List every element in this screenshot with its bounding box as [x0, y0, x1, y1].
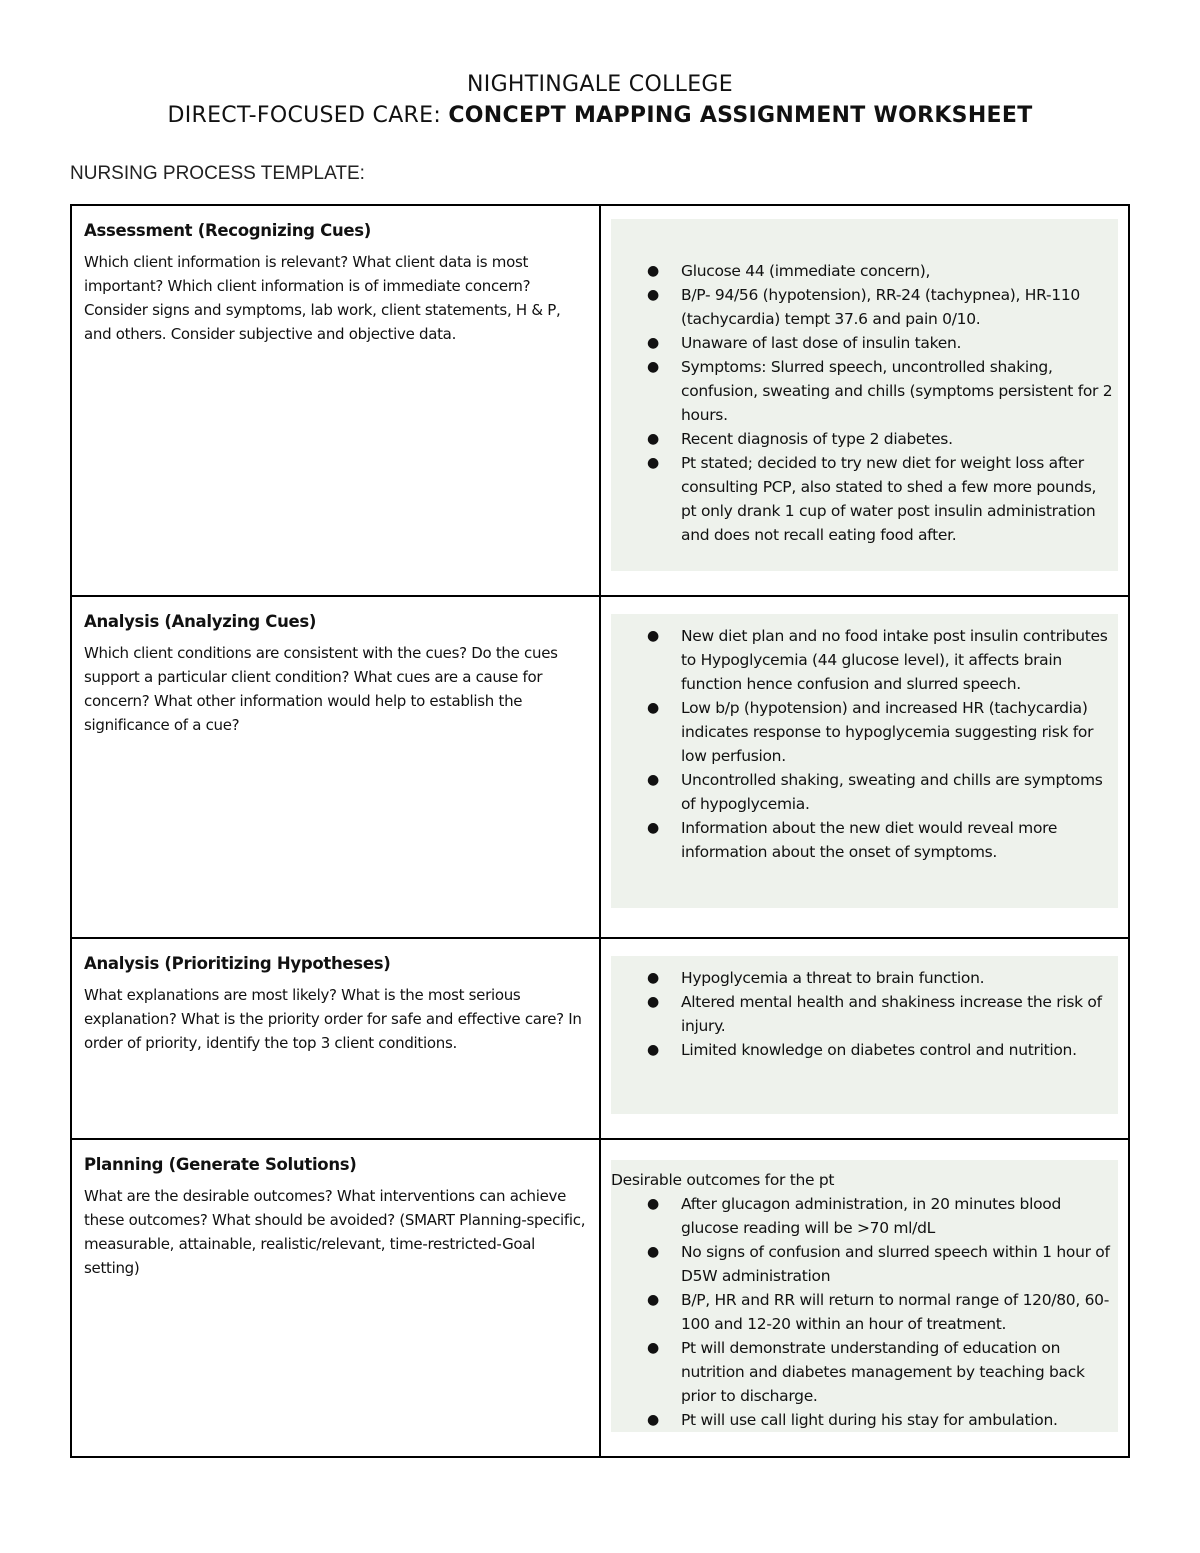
- answer-box: [611, 1160, 1118, 1432]
- prompt-cell: [71, 938, 600, 1139]
- list-item-text: Low b/p (hypotension) and increased HR (tachycardia) indicates response to hypoglycemia suggesting risk for low perfusion.: [681, 699, 1094, 765]
- section-prompt: What explanations are most likely? What is the most serious explanation? What is the priority order for safe and effective care? In order of priority, identify the top 3 client conditions.: [84, 986, 582, 1052]
- list-item-text: New diet plan and no food intake post insulin contributes to Hypoglycemia (44 glucose level), it affects brain function hence confusion and slurred speech.: [681, 627, 1108, 693]
- list-item: [611, 1408, 1118, 1432]
- list-item: [611, 355, 1118, 427]
- list-item: [611, 427, 1118, 451]
- section-title: Assessment (Recognizing Cues): [84, 221, 372, 240]
- list-item: [611, 1038, 1118, 1062]
- bullet-icon: ●: [647, 970, 659, 986]
- bullet-icon: ●: [647, 1196, 659, 1212]
- bullet-icon: ●: [647, 1244, 659, 1260]
- list-item-text: Unaware of last dose of insulin taken.: [681, 334, 962, 352]
- answer-list: [611, 259, 1118, 547]
- section-prompt: What are the desirable outcomes? What interventions can achieve these outcomes? What should be avoided? (SMART Planning-specific, measurable, attainable, realistic/relevant, time-restricted-Goal setting): [84, 1187, 586, 1277]
- list-item: [611, 283, 1118, 331]
- bullet-icon: ●: [647, 1412, 659, 1428]
- list-item-text: No signs of confusion and slurred speech within 1 hour of D5W administration: [681, 1243, 1110, 1285]
- answer-box: [611, 614, 1118, 908]
- prompt-cell: [71, 205, 600, 596]
- bullet-icon: ●: [647, 1340, 659, 1356]
- list-item-text: B/P- 94/56 (hypotension), RR-24 (tachypnea), HR-110 (tachycardia) tempt 37.6 and pain 0/10.: [681, 286, 1080, 328]
- list-item-text: Symptoms: Slurred speech, uncontrolled shaking, confusion, sweating and chills (symptoms persistent for 2 hours.: [681, 358, 1113, 424]
- answer-cell: [600, 938, 1129, 1139]
- college-name: NIGHTINGALE COLLEGE: [467, 72, 733, 97]
- document-header: [0, 70, 1200, 132]
- section-title: Analysis (Analyzing Cues): [84, 612, 317, 631]
- list-item-text: Altered mental health and shakiness increase the risk of injury.: [681, 993, 1102, 1035]
- worksheet-title: [0, 100, 1200, 132]
- worksheet-title-bold: CONCEPT MAPPING ASSIGNMENT WORKSHEET: [448, 103, 1033, 128]
- answer-cell: [600, 1139, 1129, 1457]
- answer-cell: [600, 596, 1129, 938]
- bullet-icon: ●: [647, 700, 659, 716]
- table-row-assessment: [71, 205, 1129, 596]
- list-item-text: Limited knowledge on diabetes control and nutrition.: [681, 1041, 1077, 1059]
- list-item-text: Hypoglycemia a threat to brain function.: [681, 969, 985, 987]
- list-item: [611, 1288, 1118, 1336]
- answer-box: [611, 956, 1118, 1114]
- list-item: [611, 696, 1118, 768]
- bullet-icon: ●: [647, 772, 659, 788]
- list-item-text: B/P, HR and RR will return to normal range of 120/80, 60-100 and 12-20 within an hour of treatment.: [681, 1291, 1109, 1333]
- prompt-cell: [71, 1139, 600, 1457]
- list-item-text: Pt stated; decided to try new diet for weight loss after consulting PCP, also stated to shed a few more pounds, pt only drank 1 cup of water post insulin administration and does not recall eating food after.: [681, 454, 1097, 544]
- nursing-process-table: [70, 204, 1130, 1458]
- table-row-analyzing-cues: [71, 596, 1129, 938]
- worksheet-title-prefix: DIRECT-FOCUSED CARE:: [167, 103, 449, 128]
- answer-list: [611, 624, 1118, 864]
- section-prompt: Which client information is relevant? What client data is most important? Which client information is of immediate concern? Consider signs and symptoms, lab work, client statements, H & P, and others. Consider subjective and objective data.: [84, 253, 561, 343]
- list-item-text: Information about the new diet would reveal more information about the onset of symptoms.: [681, 819, 1058, 861]
- list-item: [611, 1192, 1118, 1240]
- bullet-icon: ●: [647, 335, 659, 351]
- bullet-icon: ●: [647, 994, 659, 1010]
- list-item-text: After glucagon administration, in 20 minutes blood glucose reading will be >70 ml/dL: [681, 1195, 1061, 1237]
- answer-list: [611, 1192, 1118, 1432]
- bullet-icon: ●: [647, 263, 659, 279]
- list-item: [611, 966, 1118, 990]
- list-item-text: Glucose 44 (immediate concern),: [681, 262, 931, 280]
- list-item: [611, 451, 1118, 547]
- answer-list: [611, 966, 1118, 1062]
- bullet-icon: ●: [647, 1042, 659, 1058]
- template-label: NURSING PROCESS TEMPLATE:: [70, 163, 365, 184]
- table-row-planning: [71, 1139, 1129, 1457]
- list-item-text: Pt will demonstrate understanding of education on nutrition and diabetes management by teaching back prior to discharge.: [681, 1339, 1085, 1405]
- bullet-icon: ●: [647, 1292, 659, 1308]
- list-item: [611, 1336, 1118, 1408]
- answer-cell: [600, 205, 1129, 596]
- outcomes-intro: Desirable outcomes for the pt: [611, 1171, 835, 1189]
- list-item: [611, 624, 1118, 696]
- list-item: [611, 1240, 1118, 1288]
- answer-box: [611, 219, 1118, 571]
- list-item-text: Uncontrolled shaking, sweating and chills are symptoms of hypoglycemia.: [681, 771, 1103, 813]
- list-item-text: Recent diagnosis of type 2 diabetes.: [681, 430, 953, 448]
- bullet-icon: ●: [647, 820, 659, 836]
- section-title: Planning (Generate Solutions): [84, 1155, 357, 1174]
- bullet-icon: ●: [647, 628, 659, 644]
- prompt-cell: [71, 596, 600, 938]
- bullet-icon: ●: [647, 287, 659, 303]
- section-title: Analysis (Prioritizing Hypotheses): [84, 954, 391, 973]
- list-item: [611, 816, 1118, 864]
- list-item: [611, 990, 1118, 1038]
- list-item: [611, 259, 1118, 283]
- list-item-text: Pt will use call light during his stay for ambulation.: [681, 1411, 1058, 1429]
- section-prompt: Which client conditions are consistent with the cues? Do the cues support a particular client condition? What cues are a cause for concern? What other information would help to establish the significance of a cue?: [84, 644, 558, 734]
- list-item: [611, 768, 1118, 816]
- bullet-icon: ●: [647, 455, 659, 471]
- list-item: [611, 331, 1118, 355]
- table-row-prioritizing-hypotheses: [71, 938, 1129, 1139]
- bullet-icon: ●: [647, 359, 659, 375]
- bullet-icon: ●: [647, 431, 659, 447]
